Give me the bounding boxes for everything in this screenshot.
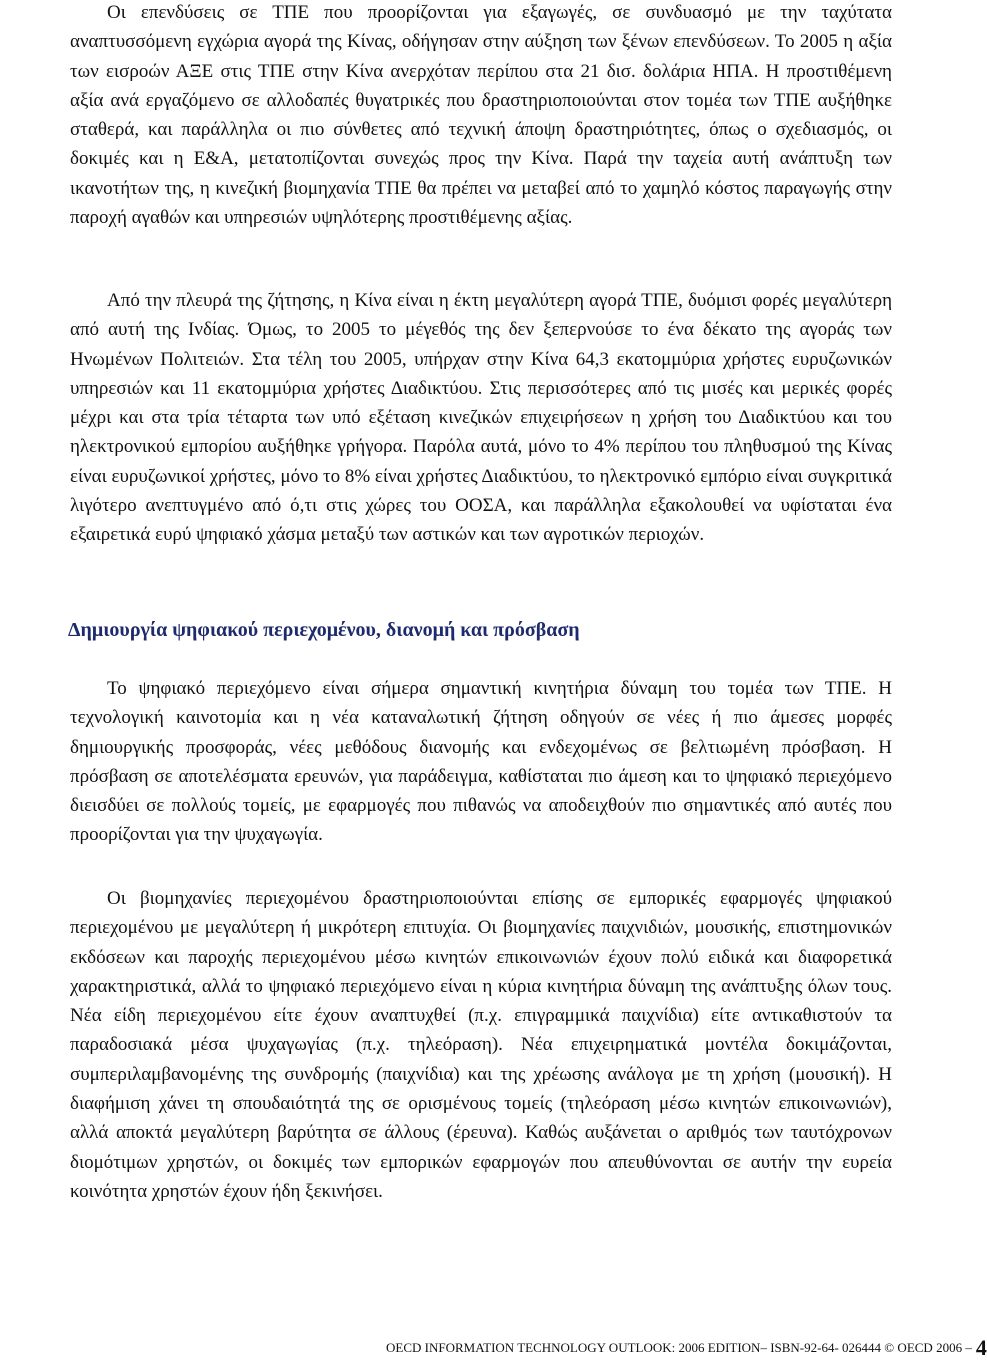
page-number: 4 [975, 1335, 987, 1360]
paragraph-digital-content: Το ψηφιακό περιεχόμενο είναι σήμερα σημαντική κινητήρια δύναμη του τομέα των ΤΠΕ. Η τεχνολογική καινοτομία και η νέα καταναλωτική ζήτηση οδηγούν σε νέες ή πιο άμεσες μορφές δημιουργικής προσφοράς, νέες μεθόδους διανομής και ενδεχομένως σε βελτιωμένη πρόσβαση. Η πρόσβαση σε αποτελέσματα ερευνών, για παράδειγμα, καθίσταται πιο άμεση και το ψηφιακό περιεχόμενο διεισδύει σε πολλούς τομείς, με εφαρμογές που πιθανώς να αποδειχθούν πιο σημαντικές από αυτές που προορίζονται για την ψυχαγωγία. [70, 678, 892, 846]
paragraph-china-demand: Από την πλευρά της ζήτησης, η Κίνα είναι η έκτη μεγαλύτερη αγορά ΤΠΕ, δυόμισι φορές μεγαλύτερη από αυτή της Ινδίας. Όμως, το 2005 το μέγεθός της δεν ξεπερνούσε το ένα δέκατο της αγοράς των Ηνωμένων Πολιτειών. Στα τέλη του 2005, υπήρχαν στην Κίνα 64,3 εκατομμύρια χρήστες ευρυζωνικών υπηρεσιών και 11 εκατομμύρια χρήστες Διαδικτύου. Στις περισσότερες από τις μισές και μερικές φορές μέχρι και στα τρία τέταρτα των υπό εξέταση κινεζικών επιχειρήσεων η χρήση του Διαδικτύου και του ηλεκτρονικού εμπορίου αυξήθηκε γρήγορα. Παρόλα αυτά, μόνο το 4% περίπου του πληθυσμού της Κίνας είναι ευρυζωνικοί χρήστες, μόνο το 8% είναι χρήστες Διαδικτύου, το ηλεκτρονικό εμπόριο είναι συγκριτικά λιγότερο ανεπτυγμένο από ό,τι στις χώρες του ΟΟΣΑ, και παράλληλα εξακολουθεί να υφίσταται ένα εξαιρετικά ευρύ ψηφιακό χάσμα μεταξύ των αστικών και των αγροτικών περιοχών. [70, 290, 892, 546]
section-heading: Δημιουργία ψηφιακού περιεχομένου, διανομή και πρόσβαση [68, 619, 580, 641]
page-footer [386, 1335, 987, 1361]
footer-text: OECD INFORMATION TECHNOLOGY OUTLOOK: 2006 EDITION– ISBN-92-64- 026444 © OECD 2006 – [386, 1340, 972, 1355]
paragraph-content-industries: Οι βιομηχανίες περιεχομένου δραστηριοποιούνται επίσης σε εμπορικές εφαρμογές ψηφιακού περιεχομένου με μεγαλύτερη ή μικρότερη επιτυχία. Οι βιομηχανίες παιχνιδιών, μουσικής, επιστημονικών εκδόσεων και παροχής περιεχομένου μέσω κινητών επικοινωνιών έχουν πολύ ειδικά και διαφορετικά χαρακτηριστικά, αλλά το ψηφιακό περιεχόμενο είναι η κύρια κινητήρια δύναμη της ανάπτυξης όλων τους. Νέα είδη περιεχομένου είτε έχουν αναπτυχθεί (π.χ. επιγραμμικά παιχνίδια) είτε αντικαθιστούν τα παραδοσιακά μέσα ψυχαγωγίας (π.χ. τηλεόραση). Νέα επιχειρηματικά μοντέλα δοκιμάζονται, συμπεριλαμβανομένης της συνδρομής (παιχνίδια) και της χρέωσης ανάλογα με τη χρήση (μουσική). Η διαφήμιση χάνει τη σπουδαιότητά της σε ορισμένους τομείς (τηλεόραση μέσω κινητών επικοινωνιών), αλλά αποκτά μεγαλύτερη βαρύτητα σε άλλους (έρευνα). Καθώς αυξάνεται ο αριθμός των ταυτόχρονων διομότιμων χρηστών, οι δοκιμές των εμπορικών εφαρμογών που απευθύνονται σε αυτήν την ευρεία κοινότητα χρηστών έχουν ήδη ξεκινήσει. [70, 888, 892, 1202]
paragraph-china-investment: Οι επενδύσεις σε ΤΠΕ που προορίζονται για εξαγωγές, σε συνδυασμό με την ταχύτατα αναπτυσσόμενη εγχώρια αγορά της Κίνας, οδήγησαν στην αύξηση των ξένων επενδύσεων. Το 2005 η αξία των εισροών ΑΞΕ στις ΤΠΕ στην Κίνα ανερχόταν περίπου στα 21 δισ. δολάρια ΗΠΑ. Η προστιθέμενη αξία ανά εργαζόμενο σε αλλοδαπές θυγατρικές που δραστηριοποιούνται στον τομέα των ΤΠΕ αυξήθηκε σταθερά, και παράλληλα οι πιο σύνθετες από τεχνική άποψη δραστηριότητες, όπως ο σχεδιασμός, οι δοκιμές και η Ε&Α, μετατοπίζονται συνεχώς προς την Κίνα. Παρά την ταχεία αυτή ανάπτυξη των ικανοτήτων της, η κινεζική βιομηχανία ΤΠΕ θα πρέπει να μεταβεί από το χαμηλό κόστος παραγωγής στην παροχή αγαθών και υπηρεσιών υψηλότερης προστιθέμενης αξίας. [70, 2, 892, 229]
